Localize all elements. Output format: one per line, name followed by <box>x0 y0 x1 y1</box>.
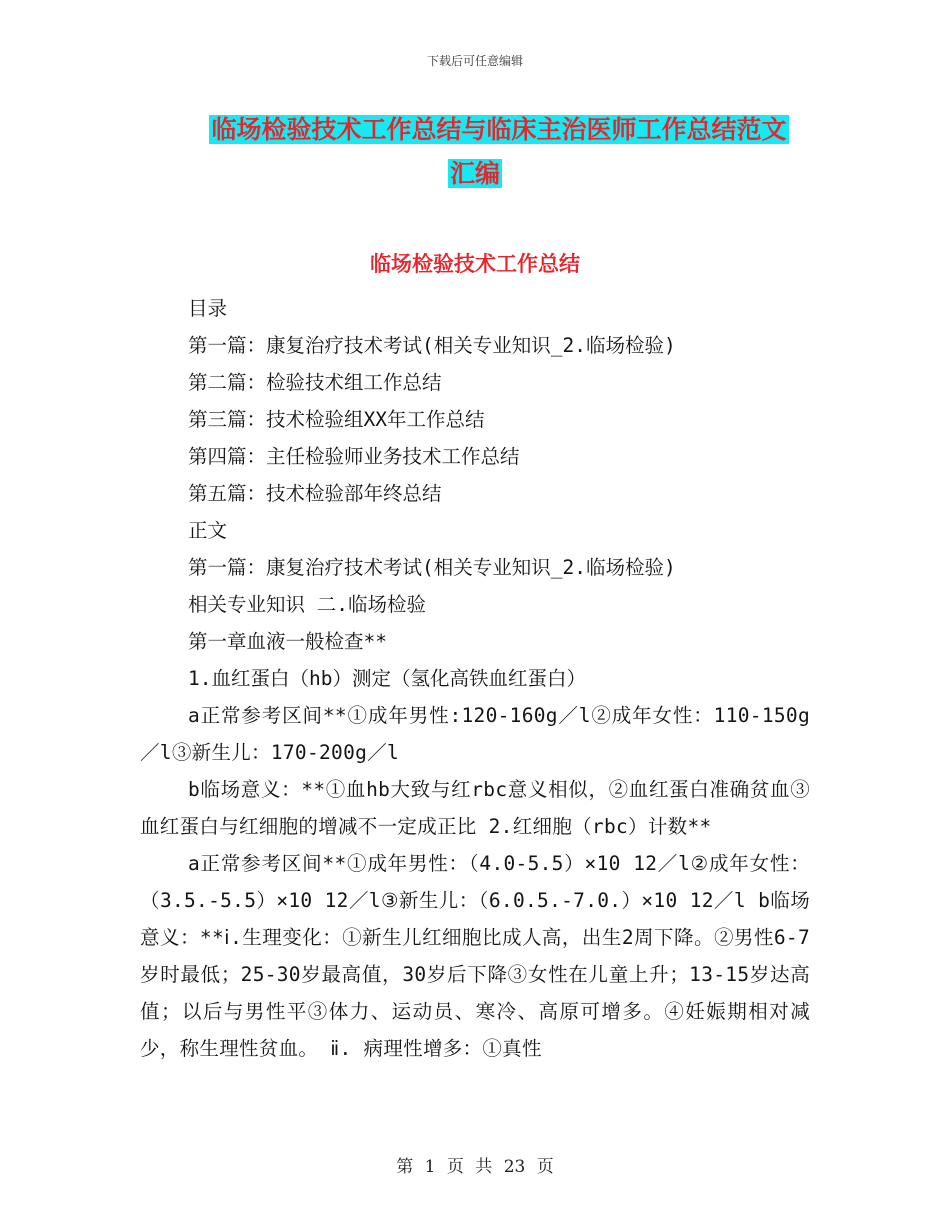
header-note: 下载后可任意编辑 <box>426 54 523 68</box>
document-title-line-2 <box>0 152 950 196</box>
document-title-text-1: 临场检验技术工作总结与临床主治医师工作总结范文 <box>211 115 787 144</box>
body-line: 1.血红蛋白（hb）测定（氢化高铁血红蛋白） <box>188 667 586 690</box>
body-line: 第一篇：康复治疗技术考试(相关专业知识_2.临场检验) <box>188 556 676 579</box>
document-title-line-1 <box>0 108 950 152</box>
toc-item: 第五篇：技术检验部年终总结 <box>188 482 442 505</box>
page-footer: 第 1 页 共 23 页 <box>396 1157 554 1177</box>
body-paragraph: a正常参考区间**①成年男性:120-160g／l②成年女性：110-150g／l③新生儿：170-200g／l <box>140 704 810 764</box>
body-paragraph: a正常参考区间**①成年男性：（4.0-5.5）×10 12／l②成年女性：（3.5.-5.5）×10 12／l③新生儿：（6.0.5.-7.0.）×10 12／l b临场意义：**ⅰ.生理变化：①新生儿红细胞比成人高，出生2周下降。②男性6-7岁时最低；25-30岁最高值，30岁后下降③女性在儿童上升；13-15岁达高值；以后与男性平③体力、运动员、寒冷、高原可增多。④妊娠期相对减少，称生理性贫血。 ⅱ. 病理性增多：①真性 <box>140 852 810 1060</box>
document-body <box>140 290 810 1067</box>
toc-label: 目录 <box>188 297 228 320</box>
section-title: 临场检验技术工作总结 <box>370 252 580 276</box>
toc-item: 第二篇：检验技术组工作总结 <box>188 371 442 394</box>
document-title-text-2: 汇编 <box>449 159 500 188</box>
toc-item: 第四篇：主任检验师业务技术工作总结 <box>188 445 520 468</box>
toc-item: 第一篇：康复治疗技术考试(相关专业知识_2.临场检验) <box>188 334 676 357</box>
toc-item: 第三篇：技术检验组XX年工作总结 <box>188 408 485 431</box>
body-line: 第一章血液一般检查** <box>188 630 387 653</box>
body-label: 正文 <box>188 519 228 542</box>
body-paragraph: b临场意义：**①血hb大致与红rbc意义相似，②血红蛋白准确贫血③血红蛋白与红细胞的增减不一定成正比 2.红细胞（rbc）计数** <box>140 778 810 838</box>
body-line: 相关专业知识 二.临场检验 <box>188 593 426 616</box>
